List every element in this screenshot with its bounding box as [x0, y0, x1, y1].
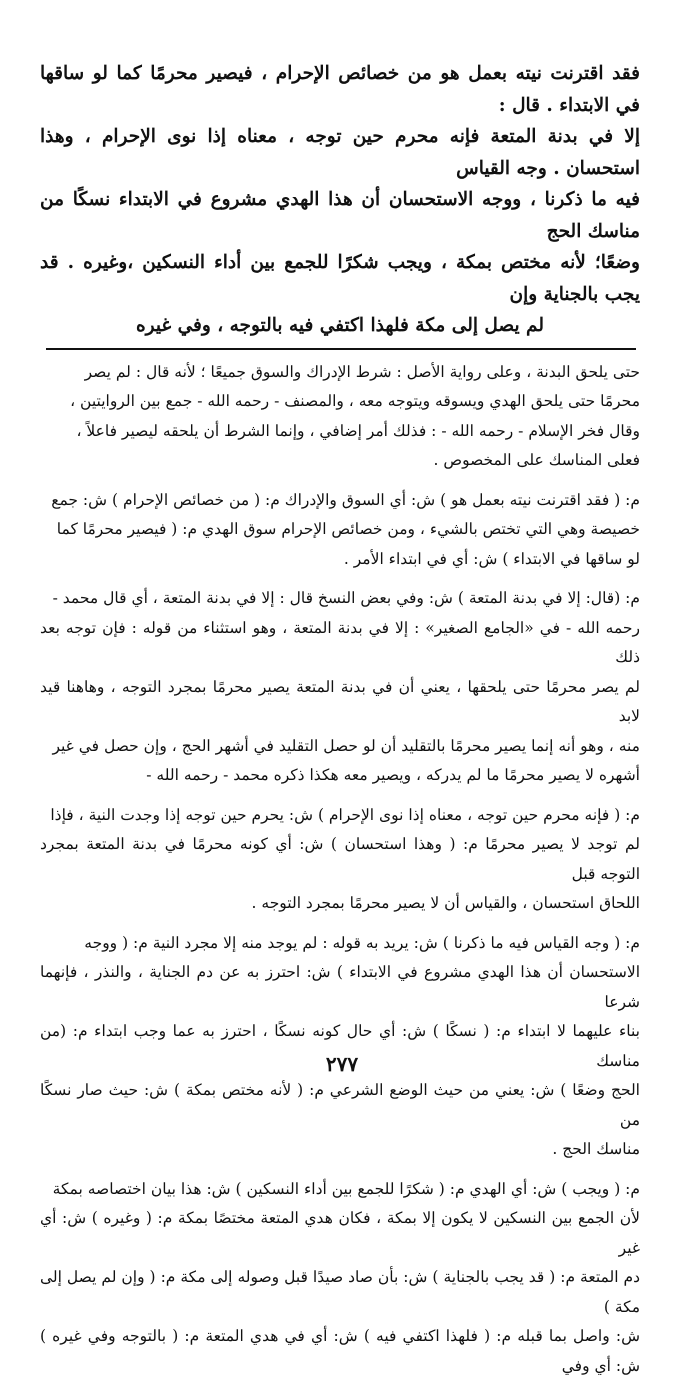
commentary-line: الاستحسان أن هذا الهدي مشروع في الابتداء ) ش: احترز به عن دم الجناية ، والنذر ، فإنهما شرعا: [40, 958, 640, 1017]
commentary-line: خصيصة وهي التي تختص بالشيء ، ومن خصائص الإحرام سوق الهدي م: ( فيصير محرمًا كما: [40, 515, 640, 545]
main-text-block: [40, 58, 640, 342]
commentary-line: لم يصر محرمًا حتى يلحقها ، يعني أن في بدنة المتعة يصير محرمًا بمجرد التوجه ، وهاهنا قيد لابد: [40, 673, 640, 732]
main-text-line: إلا في بدنة المتعة فإنه محرم حين توجه ، معناه إذا نوى الإحرام ، وهذا استحسان . وجه القياس: [40, 121, 640, 184]
commentary-paragraph: [40, 801, 640, 919]
commentary-paragraph: [40, 486, 640, 575]
commentary-line: منه ، وهو أنه إنما يصير محرمًا بالتقليد أن لو حصل التقليد في أشهر الحج ، وإن حصل في غير: [40, 732, 640, 762]
commentary-line: رحمه الله - في «الجامع الصغير» : إلا في بدنة المتعة ، وهو استثناء من قوله : فإن توجه بعد ذلك: [40, 614, 640, 673]
commentary-line: بناء عليهما لا ابتداء م: ( نسكًا ) ش: أي حال كونه نسكًا ، احترز به عما وجب ابتداء م: (من مناسك: [40, 1017, 640, 1076]
page-number: ٢٧٧: [0, 1052, 684, 1076]
commentary-line: اللحاق استحسان ، والقياس أن لا يصير محرمًا بمجرد التوجه .: [40, 889, 640, 919]
commentary-paragraph: [40, 358, 640, 476]
commentary-line: دم المتعة م: ( قد يجب بالجناية ) ش: بأن صاد صيدًا قبل وصوله إلى مكة م: ( وإن لم يصل إلى مكة ): [40, 1263, 640, 1322]
commentary-line: م: ( فقد اقترنت نيته بعمل هو ) ش: أي السوق والإدراك م: ( من خصائص الإحرام ) ش: جمع: [40, 486, 640, 516]
commentary-line: م: ( ويجب ) ش: أي الهدي م: ( شكرًا للجمع بين أداء النسكين ) ش: هذا بيان اختصاصه بمكة: [40, 1175, 640, 1205]
commentary-line: الحج وضعًا ) ش: يعني من حيث الوضع الشرعي م: ( لأنه مختص بمكة ) ش: حيث صار نسكًا من: [40, 1076, 640, 1135]
separator-line: [46, 348, 636, 350]
commentary-line: وقال فخر الإسلام - رحمه الله - : فذلك أمر إضافي ، وإنما الشرط أن يلحقه ليصير فاعلاً ،: [40, 417, 640, 447]
main-text-line: فيه ما ذكرنا ، ووجه الاستحسان أن هذا الهدي مشروع في الابتداء نسكًا من مناسك الحج: [40, 184, 640, 247]
commentary-line: لأن الجمع بين النسكين لا يكون إلا بمكة ، فكان هدي المتعة مختصًا بمكة م: ( وغيره ) ش: أي غير: [40, 1204, 640, 1263]
commentary-line: مناسك الحج .: [40, 1135, 640, 1165]
main-text-line: وضعًا؛ لأنه مختص بمكة ، ويجب شكرًا للجمع بين أداء النسكين ،وغيره . قد يجب بالجناية وإن: [40, 247, 640, 310]
main-text-line: لم يصل إلى مكة فلهذا اكتفي فيه بالتوجه ، وفي غيره: [40, 310, 640, 342]
commentary-block: [40, 358, 640, 1381]
commentary-line: لو ساقها في الابتداء ) ش: أي في ابتداء الأمر .: [40, 545, 640, 575]
commentary-line: أشهره لا يصير محرمًا ما لم يدركه ، ويصير معه هكذا ذكره محمد - رحمه الله -: [40, 761, 640, 791]
commentary-line: فعلى المناسك على المخصوص .: [40, 446, 640, 476]
commentary-line: لم توجد لا يصير محرمًا م: ( وهذا استحسان ) ش: أي كونه محرمًا في بدنة المتعة بمجرد التوجه قبل: [40, 830, 640, 889]
commentary-line: ش: واصل بما قبله م: ( فلهذا اكتفي فيه ) ش: أي في هدي المتعة م: ( بالتوجه وفي غيره ) ش: أي وفي: [40, 1322, 640, 1381]
commentary-paragraph: [40, 584, 640, 791]
main-text-line: فقد اقترنت نيته بعمل هو من خصائص الإحرام ، فيصير محرمًا كما لو ساقها في الابتداء . قال :: [40, 58, 640, 121]
commentary-paragraph: [40, 929, 640, 1165]
commentary-line: محرمًا حتى يلحق الهدي ويسوقه ويتوجه معه ، والمصنف - رحمه الله - جمع بين الروايتين ،: [40, 387, 640, 417]
commentary-line: م: (قال: إلا في بدنة المتعة ) ش: وفي بعض النسخ قال : إلا في بدنة المتعة ، أي قال محمد -: [40, 584, 640, 614]
commentary-line: م: ( وجه القياس فيه ما ذكرنا ) ش: يريد به قوله : لم يوجد منه إلا مجرد النية م: ( ووجه: [40, 929, 640, 959]
commentary-line: حتى يلحق البدنة ، وعلى رواية الأصل : شرط الإدراك والسوق جميعًا ؛ لأنه قال : لم يصر: [40, 358, 640, 388]
commentary-line: م: ( فإنه محرم حين توجه ، معناه إذا نوى الإحرام ) ش: يحرم حين توجه إذا وجدت النية ، فإذا: [40, 801, 640, 831]
commentary-paragraph: [40, 1175, 640, 1381]
